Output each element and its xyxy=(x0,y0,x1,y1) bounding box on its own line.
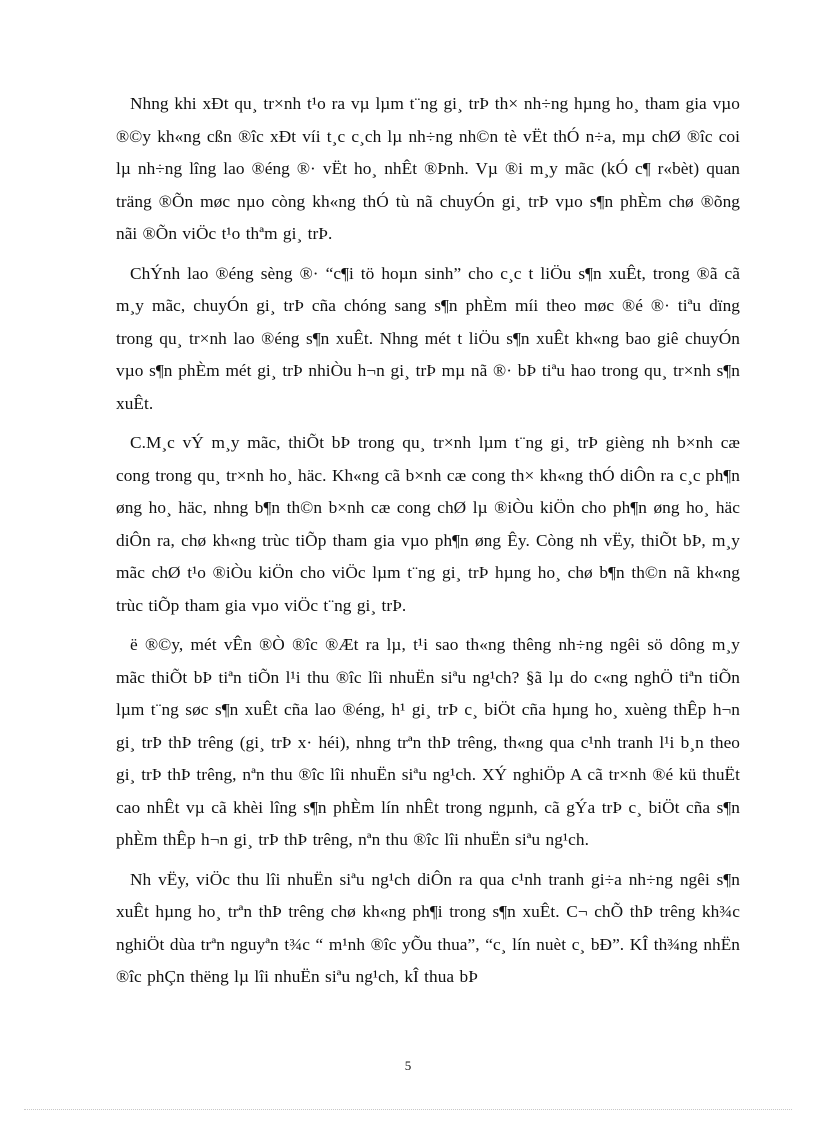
paragraph-4: ë ®©y, mét vÊn ®Ò ®îc ®Æt ra lµ, t¹i sao th«ng thêng nh÷ng ngêi sö dông m¸y mãc thiÕt bÞ tiªn tiÕn l¹i thu ®îc lîi nhuËn siªu ng¹ch? §ã lµ do c«ng nghÖ tiªn tiÕn lµm t¨ng søc s¶n xuÊt cña lao ®éng, h¹ gi¸ trÞ c¸ biÖt cña hµng ho¸ xuèng thÊp h¬n gi¸ trÞ thÞ trêng (gi¸ trÞ x· héi), nhng trªn thÞ trêng, th«ng qua c¹nh tranh l¹i b¸n theo gi¸ trÞ thÞ trêng, nªn thu ®îc lîi nhuËn siªu ng¹ch. XÝ nghiÖp A cã tr×nh ®é kü thuËt cao nhÊt vµ cã khèi lîng s¶n phÈm lín nhÊt trong ngµnh, cã gÝa trÞ c¸ biÖt cña s¶n phÈm thÊp h¬n gi¸ trÞ thÞ trêng, nªn thu ®îc lîi nhuËn siªu ng¹ch. xyxy=(116,635,740,849)
paragraph-5: Nh vËy, viÖc thu lîi nhuËn siªu ng¹ch diÔn ra qua c¹nh tranh gi÷a nh÷ng ngêi s¶n xuÊt hµng ho¸ trªn thÞ trêng chø kh«ng ph¶i trong s¶n xuÊt. C¬ chÕ thÞ trêng kh¾c nghiÖt dùa trªn nguyªn t¾c “ m¹nh ®îc yÕu thua”, “c¸ lín nuèt c¸ bÐ”. KÎ th¾ng nhËn ®îc phÇn thëng lµ lîi nhuËn siªu ng¹ch, kÎ thua bÞ xyxy=(116,869,740,986)
paragraph-2: ChÝnh lao ®éng sèng ®· “c¶i tö hoµn sinh” cho c¸c t liÖu s¶n xuÊt, trong ®ã cã m¸y mãc, chuyÓn gi¸ trÞ cña chóng sang s¶n phÈm míi theo møc ®é ®· tiªu dïng trong qu¸ tr×nh lao ®éng s¶n xuÊt. Nhng mét t liÖu s¶n xuÊt kh«ng bao giê chuyÓn vµo s¶n phÈm mét gi¸ trÞ nhiÒu h¬n gi¸ trÞ mµ nã ®· bÞ tiªu hao trong qu¸ tr×nh s¶n xuÊt. xyxy=(116,263,740,413)
page-number: 5 xyxy=(404,1058,412,1073)
page-bottom-divider xyxy=(24,1109,792,1110)
paragraph-3: C.M¸c vÝ m¸y mãc, thiÕt bÞ trong qu¸ tr×nh lµm t¨ng gi¸ trÞ gièng nh b×nh cæ cong trong qu¸ tr×nh ho¸ häc. Kh«ng cã b×nh cæ cong th× kh«ng thÓ diÔn ra c¸c ph¶n øng ho¸ häc, nhng b¶n th©n b×nh cæ cong chØ lµ ®iÒu kiÖn cho ph¶n øng ho¸ häc diÔn ra, chø kh«ng trùc tiÕp tham gia vµo ph¶n øng Êy. Còng nh vËy, thiÕt bÞ, m¸y mãc chØ t¹o ®iÒu kiÖn cho viÖc lµm t¨ng gi¸ trÞ hµng ho¸ chø b¶n th©n nã kh«ng trùc tiÕp tham gia vµo viÖc t¨ng gi¸ trÞ. xyxy=(116,433,740,615)
body-text xyxy=(116,88,740,1001)
paragraph-1: Nhng khi xÐt qu¸ tr×nh t¹o ra vµ lµm t¨ng gi¸ trÞ th× nh÷ng hµng ho¸ tham gia vµo ®©y kh«ng cßn ®îc xÐt víi t¸c c¸ch lµ nh÷ng nh©n tè vËt thÓ n÷a, mµ chØ ®îc coi lµ nh÷ng lîng lao ®éng ®· vËt ho¸ nhÊt ®Þnh. Vµ ®i m¸y mãc (kÓ c¶ r«bèt) quan träng ®Õn møc nµo còng kh«ng thÓ tù nã chuyÓn gi¸ trÞ vµo s¶n phÈm chø ®õng nãi ®Õn viÖc t¹o thªm gi¸ trÞ. xyxy=(116,94,740,243)
